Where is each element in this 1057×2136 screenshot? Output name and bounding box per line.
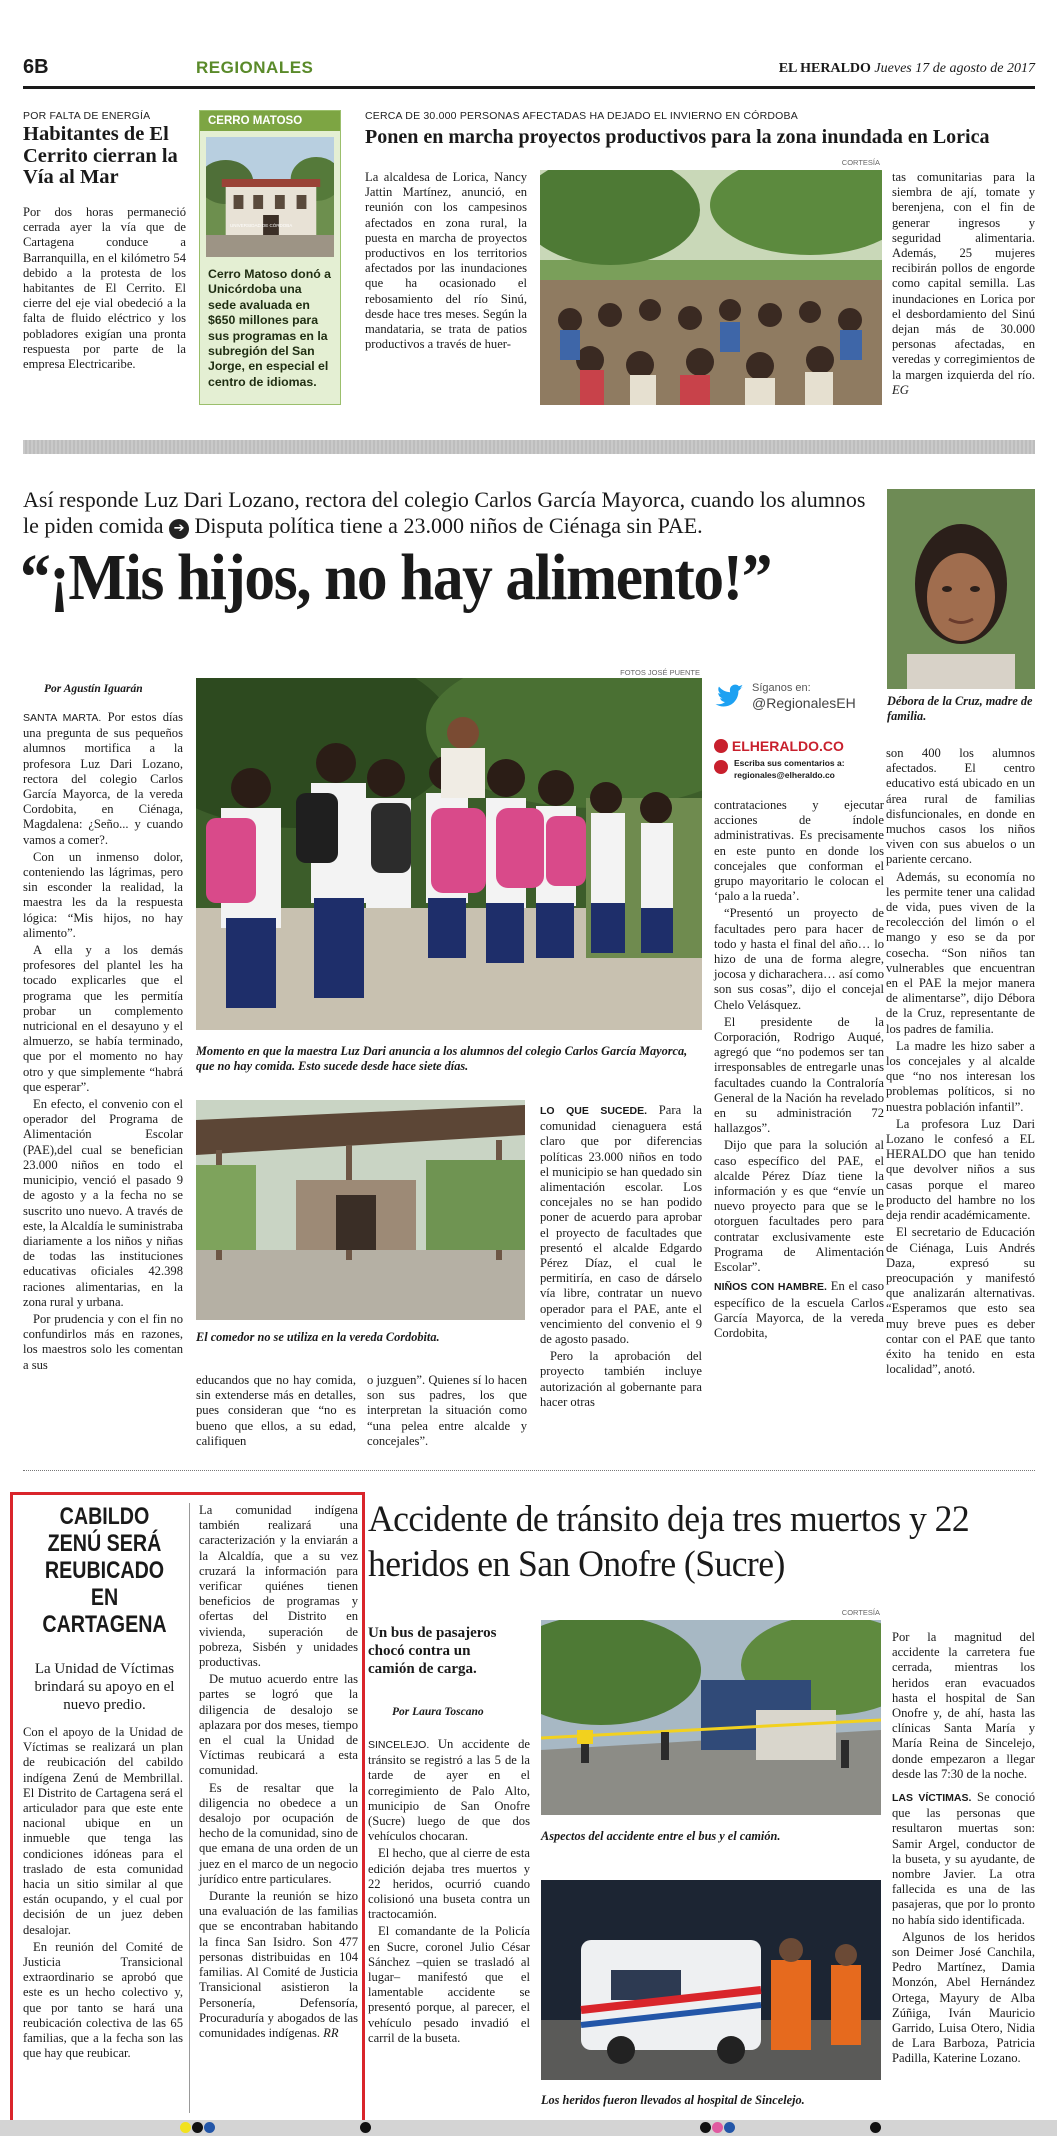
cienaga-col3-p1: “Presentó un proyecto de facultades pero para hacer de todo y hasta el final del año… lo hizo de una de forma alegre, jocosa y dicharachera… así como son sus cosas”, dijo el concejal Chelo Velásquez. (714, 906, 884, 1012)
arrow-icon: ➔ (169, 519, 189, 539)
lorica-photo-credit: CORTESÍA (841, 158, 880, 167)
cienaga-col1-p2: A ella y a los demás profesores del plantel les ha tocado explicarles que el programa que les permitía probar un complemento nutricional en el desayuno y el almuerzo, se había terminado, que por el momento no hay otro y que simplemente “habrá que esperar”. (23, 943, 183, 1094)
cienaga-col3 (714, 798, 884, 1343)
registration-dot (192, 2122, 203, 2133)
ninos-text: En el caso específico de la escuela Carlos García Mayorca, de la vereda Cordobita, (714, 1279, 884, 1340)
cienaga-deck-part2: Disputa política tiene a 23.000 niños de Ciénaga sin PAE. (194, 513, 703, 538)
cienaga-byline: Por Agustín Iguarán (44, 683, 143, 695)
registration-dot (360, 2122, 371, 2133)
lorica-paragraph-1: La alcaldesa de Lorica, Nancy Jattin Martínez, anunció, en reunión con los campesinos afectados en zona rural, la puesta en marcha de proyectos productivos en los territorios afectados por las inundaciones que ha ocasionado el rebosamiento del río Sinú, desde hace tres meses. Según la mandataria, se trata de patios productivos a través de huer- (365, 170, 527, 352)
accidente-col3 (892, 1630, 1035, 2069)
cienaga-col1 (23, 710, 183, 1375)
twitter-icon[interactable] (714, 684, 744, 708)
registration-dot (724, 2122, 735, 2133)
lo-que-sucede-p1 (540, 1103, 702, 1347)
victimas-paragraph (892, 1790, 1035, 1928)
cabildo-col2-p3 (199, 1889, 358, 2041)
cerrito-kicker: POR FALTA DE ENERGÍA (23, 110, 151, 122)
cabildo-col2-p3-text: Durante la reunión se hizo una evaluación de las familias que se encontraban habitando la finca San Isidro. Son 477 personas distribuidas en 104 familias. Al Comité de Justicia Transicional asistieron la Personería, Defensoría, Procuraduría y abogados de las comunidades indígenas. (199, 1889, 358, 2040)
cerro-matoso-text: Cerro Matoso donó a Unicórdoba una sede avaluada en $650 millones para sus programas en la subregión del San Jorge, en especial el centro de idiomas. (208, 267, 331, 389)
elheraldo-logo (714, 738, 844, 754)
cabildo-col1-p1: En reunión del Comité de Justicia Transicional extraordinario se aprobó que este es un hecho colectivo y, que por tanto se hará una reubicación colectiva de las 65 familias, que a la fecha son las que hay que reubicar. (23, 1939, 183, 2061)
social-box (714, 678, 884, 788)
cienaga-col4-p4: El secretario de Educación de Ciénaga, Luis Andrés Daza, expresó su preocupación y manifestó que analizarán alternativas. “Esperamos que esto sea muy breve pues es deber contar con el PAE que tanto éxito ha tenido en esta localidad”, anotó. (886, 1225, 1035, 1377)
cienaga-col3-p0: contrataciones y ejecutar acciones de índole administrativas. Es precisamente en este punto en donde los concejales que conforman el grupo mayoritario le colocan el ‘palo a la rueda’. (714, 798, 884, 904)
debora-portrait-photo (887, 489, 1035, 689)
cienaga-col3-p3: Dijo que para la solución al caso específico del PAE, el alcalde Pérez Díaz tiene la información y es que “envíe un nuevo proyecto para que se le otorguen facultades pero para contratar exclusivamente este Programa de Alimentación Escolar”. (714, 1138, 884, 1275)
accidente-byline: Por Laura Toscano (392, 1706, 484, 1718)
cabildo-col2-p2: Es de resaltar que la diligencia no obedece a un desalojo por ocupación de hecho de la comunidad, sino de que emana de una orden de un juez en el marco de un negocio jurídico entre particulares. (199, 1780, 358, 1886)
section-name: REGIONALES (196, 58, 314, 77)
lo-que-sucede-label: LO QUE SUCEDE. (540, 1105, 648, 1117)
cienaga-photo-credit: FOTOS JOSÉ PUENTE (620, 668, 700, 677)
lorica-headline: Ponen en marcha proyectos productivos para la zona inundada en Lorica (365, 126, 990, 148)
cabildo-col2-p0: La comunidad indígena también realizará una caracterización y la enviarán a la Alcaldía, que a su vez cruzará la información para verificar quiénes tienen beneficios de programas y ofertas del Distrito en vivienda, superación de pobreza, Sisbén y unidades productivas. (199, 1503, 358, 1670)
cienaga-lo-que-sucede (540, 1103, 702, 1412)
ninos-label: NIÑOS CON HAMBRE. (714, 1281, 827, 1294)
registration-dot (180, 2122, 191, 2133)
cabildo-headline: CABILDO ZENÚ SERÁ REUBICADO EN CARTAGENA (42, 1503, 167, 1638)
ninos-paragraph (714, 1279, 884, 1341)
lorica-meeting-photo (540, 170, 882, 405)
accident-scene-caption: Aspectos del accidente entre el bus y el camión. (541, 1829, 781, 1843)
cienaga-col1-p3: En efecto, el convenio con el operador del Programa de Alimentación Escolar (PAE),del cual se benefician 23.000 niños en todo el municipio, venció el pasado 9 de agosto y a la fecha no se suscrito uno nuevo. A través de este, la Alcaldía le suministraba diariamente a los niños y niñas de todas las instituciones educativas oficiales 42.398 raciones alimentarias, en la zona rural y urbana. (23, 1097, 183, 1309)
accidente-col1-p1: El hecho, que al cierre de esta edición dejaba tres muertos y 22 heridos, ocurrió cuando colisionó una buseta contra un tractocamión. (368, 1846, 530, 1922)
cienaga-col1-p4: Por prudencia y con el fin no confundirlos más en razones, los maestros solo les comentan a sus (23, 1311, 183, 1372)
cienaga-col4-p2: La madre les hizo saber a los concejales y al alcalde que “no nos interesan los problemas políticos, si no nuestra población infantil”. (886, 1038, 1035, 1114)
comments-label: Escriba sus comentarios a: (734, 758, 845, 768)
cienaga-bottom-col-b (367, 1373, 527, 1451)
ambulance-caption: Los heridos fueron llevados al hospital de Sincelejo. (541, 2093, 805, 2107)
cienaga-col1-p0-text: Por estos días una pregunta de sus pequeños alumnos mortifica a la profesora Luz Dari Lozano, rectora del colegio Carlos García Mayorca, de la vereda Cordobita, en Ciénaga, Magdalena: ¿Seño... y cuando vamos a comer?. (23, 710, 183, 847)
students-photo (196, 678, 702, 1030)
cienaga-col1-p1: Con un inmenso dolor, conteniendo las lágrimas, pero sin esconder la realidad, la maestra les da la respuesta lógica: “Mis hijos, no hay alimento”. (23, 849, 183, 940)
cienaga-bottom-col-a (196, 1373, 356, 1451)
lorica-paragraph-2 (892, 170, 1035, 398)
accidente-headline: Accidente de tránsito deja tres muertos y 22 heridos en San Onofre (Sucre) (368, 1499, 970, 1585)
accidente-col1-p0 (368, 1737, 530, 1844)
cienaga-dateline: SANTA MARTA. (23, 712, 102, 724)
lorica-col3 (892, 170, 1035, 400)
page-number: 6B (23, 56, 49, 78)
cabildo-col2 (199, 1503, 358, 2043)
cienaga-deck-part1: Así responde Luz Dari Lozano, rectora del colegio Carlos García Mayorca, cuando los alumnos le piden comida (23, 487, 866, 538)
cerrito-body (23, 205, 186, 374)
comments-email[interactable]: regionales@elheraldo.co (734, 770, 835, 780)
cabildo-col1 (23, 1725, 183, 2063)
cabildo-col2-p1: De mutuo acuerdo entre las partes se logró que la diligencia de desalojo se aplazara por dos meses, tiempo en el cual la Unidad de Víctimas reubicará a esta comunidad. (199, 1672, 358, 1778)
accidente-dateline: SINCELEJO. (368, 1739, 430, 1751)
twitter-label: Síganos en: (752, 682, 811, 694)
debora-caption: Débora de la Cruz, madre de familia. (887, 694, 1033, 723)
section-divider (23, 440, 1035, 454)
elheraldo-logo-icon (714, 739, 728, 753)
cabildo-column-rule (189, 1503, 190, 2113)
accidente-col1 (368, 1737, 530, 2048)
cienaga-col4-p3: La profesora Luz Dari Lozano le confesó a EL HERALDO que han tenido que devolver niños a sus casas porque el mareo producto del hambre no los deja rendir académicamente. (886, 1116, 1035, 1223)
cerro-matoso-box (199, 110, 341, 405)
twitter-handle[interactable]: @RegionalesEH (752, 695, 856, 711)
email-icon (714, 760, 728, 774)
cienaga-deck (23, 487, 883, 539)
elheraldo-logo-text: ELHERALDO.CO (731, 738, 844, 754)
cerrito-paragraph: Por dos horas permaneció cerrada ayer la vía que de Cartagena conduce a Barranquilla, en el kilómetro 54 debido a la protesta de los habitantes de El Cerrito. El cierre del eje vial obedeció a la falta de fluido eléctrico y los pobladores exigían una pronta respuesta por parte de la empresa Electricaribe. (23, 205, 186, 372)
accidente-photo-credit: CORTESÍA (841, 1608, 880, 1617)
lorica-kicker: CERCA DE 30.000 PERSONAS AFECTADAS HA DEJADO EL INVIERNO EN CÓRDOBA (365, 110, 798, 122)
unicordoba-building-photo (206, 137, 334, 257)
newspaper-name: EL HERALDO (778, 61, 871, 76)
registration-dot (712, 2122, 723, 2133)
unicordoba-sign-text: UNIVERSIDAD DE CÓRDOBA (230, 223, 293, 228)
cienaga-col4-p0: son 400 los alumnos afectados. El centro educativo está ubicado en un área rural de familias disfuncionales, en donde en muchos casos los niños viven con sus abuelos o un pariente cercano. (886, 746, 1035, 867)
cienaga-col4-p1: Además, su economía no les permite tener una calidad de vida, pues viven de la recolección del limón o el mango y eso se da por cosecha. “Son niños tan vulnerables que encuentran en el PAE la mejor manera de alimentarse”, dijo Débora de la Cruz, representante de los padres de familia. (886, 869, 1035, 1036)
cabildo-deck: La Unidad de Víctimas brindará su apoyo en el nuevo predio. (34, 1661, 175, 1713)
registration-dot (204, 2122, 215, 2133)
ambulance-photo (541, 1880, 881, 2080)
cienaga-col4 (886, 746, 1035, 1379)
lorica-signature: EG (892, 382, 909, 397)
comedor-photo (196, 1100, 525, 1320)
cienaga-headline: “¡Mis hijos, no hay alimento!” (20, 541, 772, 614)
accidente-deck: Un bus de pasajeros chocó contra un camión de carga. (368, 1625, 497, 1677)
cienaga-bottom-b-p: o juzguen”. Quienes sí lo hacen son sus padres, los que interpretan la situación como “una pelea entre alcalde y concejales”. (367, 1373, 527, 1448)
cerro-matoso-tag: CERRO MATOSO (200, 111, 340, 131)
issue-date: Jueves 17 de agosto de 2017 (874, 61, 1035, 76)
heridos-paragraph: Algunos de los heridos son Deimer José Canchila, Pedro Martínez, Damia Monzón, Abel Hernández Ortega, Mayury de Alba Zúñiga, Iván Mauricio Garrido, Luisa Otero, Nidia de Lara Barboza, Patricia Padilla, Katerine Lozano. (892, 1929, 1035, 2066)
cienaga-col3-p2: El presidente de la Corporación, Rodrigo Auqué, agregó que “no podemos ser tan irresponsables de entregarle unas facultades cuando la Contraloría General de la Nación ha revelado en su administración 72 hallazgos”. (714, 1014, 884, 1136)
accident-scene-photo (541, 1620, 881, 1815)
lo-que-sucede-p2: Pero la aprobación del proyecto también incluye autorización al gobernante para hacer otras (540, 1349, 702, 1409)
lorica-col1 (365, 170, 527, 354)
lorica-paragraph-2-text: tas comunitarias para la siembra de ají, tomate y berenjena, con el fin de generar ingresos y seguridad alimentaria. Además, 25 mujeres recibirán pollos de engorde como capital semilla. Las inundaciones en Lorica por el desbordamiento del Sinú dejan más de 30.000 personas afectadas, en veredas y corregimientos de la margen izquierda del río. (892, 170, 1035, 382)
registration-dot (700, 2122, 711, 2133)
registration-dots (180, 2122, 1040, 2134)
cabildo-signature: RR (323, 2025, 339, 2040)
header-rule (23, 86, 1035, 89)
cerrito-headline: Habitantes de El Cerrito cierran la Vía al Mar (23, 123, 178, 189)
header-masthead (630, 61, 1035, 77)
students-caption: Momento en que la maestra Luz Dari anuncia a los alumnos del colegio Carlos García Mayorca, que no hay comida. Esto sucede desde hace siete días. (196, 1044, 688, 1073)
cienaga-bottom-divider (23, 1470, 1035, 1471)
registration-dot (870, 2122, 881, 2133)
victimas-text: Se conoció que las personas que resultaron muertas son: Samir Argel, conductor de la buseta, y su ayudante, de nombre Javier. La otra fallecida es una de las pasajeras, que por lo pronto no había sido identificada. (892, 1790, 1035, 1927)
accidente-col1-p0-text: Un accidente de tránsito se registró a las 5 de la tarde de ayer en el corregimiento de Palo Alto, municipio de San Onofre (Sucre) luego de que dos vehículos chocaran. (368, 1737, 530, 1844)
cabildo-col1-p0: Con el apoyo de la Unidad de Víctimas se realizará un plan de reubicación del cabildo indígena Zenú de Membrillal. El Distrito de Cartagena será el articulador para que este ente nacional ubique en un inmueble que tenga las condiciones idóneas para el traslado de esta comunidad hacia un sitio similar al que están ocupando, y el cual por decisión de un juez deben desalojar. (23, 1725, 183, 1937)
victimas-label: LAS VÍCTIMAS. (892, 1792, 972, 1805)
accidente-col1-p2: El comandante de la Policía en Sucre, coronel Julio César Sánchez –quien se trasladó al lugar– manifestó que el lamentable accidente se presentó porque, al parecer, el vehículo pesado invadió el carril de la buseta. (368, 1924, 530, 2045)
cienaga-col1-p0 (23, 710, 183, 848)
lo-que-sucede-text: Para la comunidad cienaguera está claro que por diferencias políticas 23.000 niños en todo el municipio se han quedado sin alimentación escolar. Los concejales no se han podido poner de acuerdo para aprobar el proyecto de facultades que presentó el alcalde Edgardo Pérez Díaz, el cual le permitiría, en caso de dárselo vía libre, contratar un nuevo operador para el PAE, ante el vencimiento del convenio el 9 de agosto pasado. (540, 1103, 702, 1347)
comedor-caption: El comedor no se utiliza en la vereda Cordobita. (196, 1330, 440, 1344)
accidente-col3-p0: Por la magnitud del accidente la carretera fue cerrada, mientras los heridos eran evacuados hasta el hospital de San Onofre y, de ahí, hasta las clínicas Santa María y María Reina de Sincelejo, donde empezaron a llegar desde las 7:30 de la noche. (892, 1630, 1035, 1781)
cienaga-bottom-a-p: educandos que no hay comida, sin extenderse más en detalles, pues consideran que “no es bueno que ellos, a su edad, califiquen (196, 1373, 356, 1448)
